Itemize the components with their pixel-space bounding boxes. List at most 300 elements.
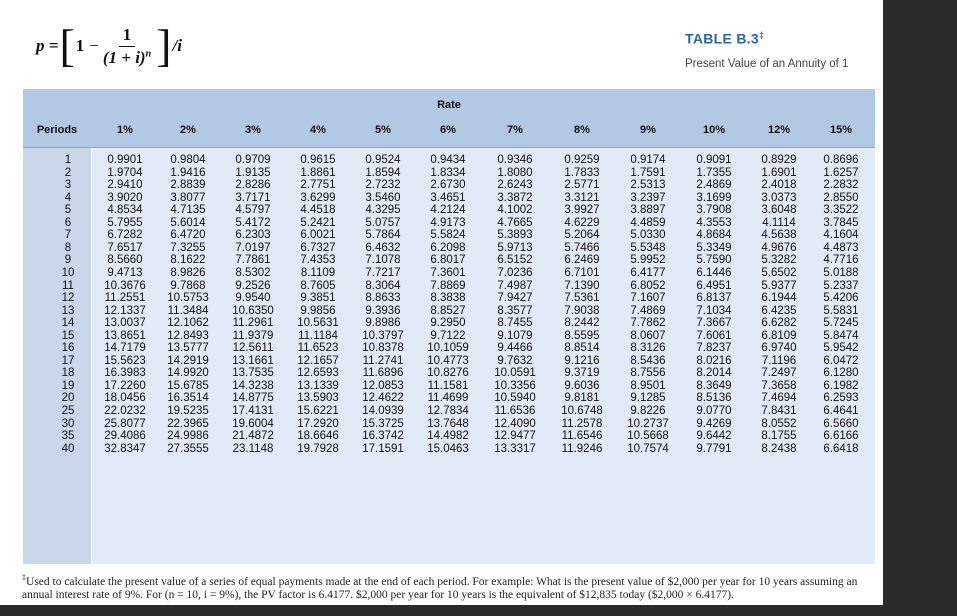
pv-factor-cell: 14.2919 <box>167 354 209 367</box>
pv-factor-cell: 7.1607 <box>630 292 666 305</box>
pv-factor-cell: 9.3719 <box>564 367 600 380</box>
rate-column-header: 2% <box>180 124 196 136</box>
pv-factor-cell: 9.4269 <box>696 417 732 430</box>
pv-factor-cell: 0.9091 <box>696 154 732 166</box>
formula-lhs: p = <box>36 36 59 55</box>
pv-factor-cell: 7.6061 <box>696 329 732 342</box>
footnote <box>22 571 878 602</box>
pv-factor-cell: 8.8633 <box>365 292 401 305</box>
pv-factor-cell: 10.5940 <box>494 392 536 405</box>
pv-factor-cell: 24.9986 <box>167 430 209 443</box>
pv-factor-cell: 3.7908 <box>696 204 732 217</box>
pv-factor-cell: 12.5611 <box>232 342 274 355</box>
pv-factor-cell: 6.4177 <box>630 266 666 279</box>
pv-factor-cell: 7.3255 <box>170 241 206 254</box>
pv-factor-cell: 4.7716 <box>823 254 859 267</box>
pv-factor-cell: 0.9901 <box>107 154 143 166</box>
pv-factor-cell: 7.9038 <box>564 304 600 317</box>
pv-factor-cell: 4.3553 <box>696 216 732 229</box>
pv-factor-cell: 2.6243 <box>497 179 533 192</box>
period-cell: 1 <box>64 154 72 166</box>
period-cell: 16 <box>61 342 75 355</box>
pv-factor-cell: 5.9952 <box>630 254 666 267</box>
pv-factor-cell: 8.0216 <box>696 354 732 367</box>
pv-factor-cell: 15.6221 <box>297 405 339 417</box>
pv-factor-cell: 16.3514 <box>167 392 209 405</box>
pv-factor-cell: 7.4694 <box>761 392 797 405</box>
period-cell: 40 <box>61 442 75 455</box>
pv-factor-cell: 2.5771 <box>564 179 600 192</box>
formula-fraction <box>103 25 151 68</box>
pv-factor-cell: 4.2124 <box>430 204 466 217</box>
pv-factor-cell: 13.1339 <box>297 379 339 392</box>
pv-factor-cell: 2.9410 <box>107 179 143 192</box>
pv-factor-cell: 5.0757 <box>365 216 401 229</box>
pv-factor-cell: 2.4869 <box>696 179 732 192</box>
table-header-row <box>23 115 875 148</box>
pv-factor-cell: 12.6593 <box>297 367 339 380</box>
pv-factor-cell: 5.6014 <box>170 216 206 229</box>
pv-factor-cell: 0.9174 <box>630 154 666 166</box>
pv-factor-cell: 1.7355 <box>696 166 732 179</box>
pv-factor-cell: 1.8080 <box>497 166 533 179</box>
pv-factor-cell: 0.9434 <box>430 154 466 166</box>
pv-factor-cell: 7.5361 <box>564 292 600 305</box>
pv-factor-cell: 6.8109 <box>761 329 797 342</box>
pv-factor-cell: 15.3725 <box>362 417 404 430</box>
pv-factor-cell: 8.5436 <box>630 354 666 367</box>
pv-factor-cell: 12.1657 <box>297 354 339 367</box>
pv-factor-cell: 2.8550 <box>823 191 859 204</box>
period-cell: 2 <box>64 166 72 179</box>
pv-factor-cell: 9.4713 <box>107 266 143 279</box>
pv-factor-cell: 2.8286 <box>235 179 271 192</box>
pv-factor-cell: 7.2497 <box>761 367 797 380</box>
pv-factor-cell: 5.3893 <box>497 229 533 242</box>
pv-factor-cell: 5.8474 <box>823 329 859 342</box>
pv-factor-cell: 4.9173 <box>430 216 466 229</box>
period-cell: 15 <box>61 329 75 342</box>
pv-factor-cell: 4.8684 <box>696 229 732 242</box>
pv-factor-cell: 3.4651 <box>430 191 466 204</box>
pv-factor-cell: 0.9346 <box>497 154 533 166</box>
pv-factor-cell: 4.3295 <box>365 204 401 217</box>
pv-factor-cell: 10.6350 <box>232 304 274 317</box>
periods-header: Periods <box>36 124 78 136</box>
period-cell: 14 <box>61 317 75 330</box>
left-bracket-icon: [ <box>59 20 75 71</box>
pv-factor-cell: 9.7632 <box>497 354 533 367</box>
pv-factor-cell: 4.4518 <box>300 204 336 217</box>
formula-denominator-exponent: n <box>145 47 152 59</box>
pv-factor-cell: 6.2593 <box>823 392 859 405</box>
pv-factor-cell: 17.2260 <box>104 379 146 392</box>
pv-factor-cell: 8.5302 <box>235 266 271 279</box>
pv-factor-cell: 9.7122 <box>430 329 466 342</box>
pv-factor-cell: 19.7928 <box>297 442 339 455</box>
pv-factor-cell: 6.2098 <box>430 241 466 254</box>
pv-factor-cell: 8.7605 <box>300 279 336 292</box>
period-cell: 18 <box>61 367 75 380</box>
pv-factor-cell: 8.5595 <box>564 329 600 342</box>
formula-denominator <box>103 47 151 68</box>
pv-factor-cell: 1.7591 <box>630 166 666 179</box>
pv-factor-cell: 7.4987 <box>497 279 533 292</box>
pv-factor-cell: 19.6004 <box>232 417 274 430</box>
pv-factor-cell: 14.7179 <box>104 342 146 355</box>
pv-factor-cell: 6.1944 <box>761 292 797 305</box>
pv-factor-cell: 5.4206 <box>823 292 859 305</box>
table-id-text: TABLE B.3 <box>685 30 759 47</box>
pv-factor-cell: 2.6730 <box>430 179 466 192</box>
pv-factor-cell: 13.7648 <box>427 417 469 430</box>
pv-factor-cell: 0.8929 <box>761 154 797 166</box>
pv-factor-cell: 17.4131 <box>232 405 274 417</box>
pv-factor-cell: 10.5631 <box>297 317 339 330</box>
pv-factor-cell: 5.0188 <box>823 266 859 279</box>
pv-factor-cell: 8.0552 <box>761 417 797 430</box>
pv-factor-cell: 14.8775 <box>232 392 274 405</box>
pv-factor-cell: 3.3872 <box>497 191 533 204</box>
rate-column-header: 4% <box>310 124 326 136</box>
rate-column-header: 1% <box>117 124 133 136</box>
pv-factor-cell: 11.3484 <box>167 304 209 317</box>
pv-factor-cell: 12.4622 <box>362 392 404 405</box>
pv-factor-cell: 1.8334 <box>430 166 466 179</box>
pv-factor-cell: 9.9540 <box>235 292 271 305</box>
period-cell: 30 <box>61 417 75 430</box>
rate-column-header: 10% <box>702 124 726 136</box>
period-cell: 9 <box>64 254 72 267</box>
pv-factor-cell: 5.9713 <box>497 241 533 254</box>
pv-factor-cell: 9.3936 <box>365 304 401 317</box>
pv-factor-cell: 10.4773 <box>427 354 469 367</box>
pv-factor-cell: 6.7101 <box>564 266 600 279</box>
rate-column-header: 12% <box>767 124 791 136</box>
pv-factor-cell: 5.3282 <box>761 254 797 267</box>
formula-numerator: 1 <box>119 25 136 47</box>
pv-factor-cell: 11.6546 <box>561 430 603 443</box>
period-cell: 35 <box>61 430 75 443</box>
pv-factor-cell: 5.5831 <box>823 304 859 317</box>
pv-factor-cell: 8.0607 <box>630 329 666 342</box>
pv-factor-cell: 10.3356 <box>494 379 536 392</box>
pv-factor-cell: 6.1446 <box>696 266 732 279</box>
pv-factor-cell: 13.0037 <box>104 317 146 330</box>
pv-factor-cell: 6.1280 <box>823 367 859 380</box>
pv-factor-cell: 27.3555 <box>167 442 209 455</box>
pv-factor-cell: 10.5753 <box>167 292 209 305</box>
pv-factor-cell: 3.3121 <box>564 191 600 204</box>
pv-factor-cell: 12.1062 <box>167 317 209 330</box>
pv-factor-cell: 4.5797 <box>235 204 271 217</box>
pv-factor-cell: 13.5903 <box>297 392 339 405</box>
table-id-mark: ‡ <box>759 30 765 40</box>
pv-factor-cell: 18.0456 <box>104 392 146 405</box>
pv-factor-cell: 3.3522 <box>823 204 859 217</box>
pv-factor-cell: 3.0373 <box>761 191 797 204</box>
pv-factor-cell: 4.1002 <box>497 204 533 217</box>
pv-factor-cell: 3.6048 <box>761 204 797 217</box>
pv-factor-cell: 3.5460 <box>365 191 401 204</box>
footnote-mark: ‡ <box>22 573 26 582</box>
period-cell: 13 <box>61 304 75 317</box>
pv-factor-cell: 2.7232 <box>365 179 401 192</box>
pv-factor-cell: 9.2526 <box>235 279 271 292</box>
pv-factor-cell: 6.8052 <box>630 279 666 292</box>
pv-factor-cell: 5.9377 <box>761 279 797 292</box>
rate-header: Rate <box>23 89 875 115</box>
pv-factor-cell: 11.1184 <box>298 329 338 342</box>
pv-factor-cell: 11.6536 <box>494 405 536 417</box>
pv-factor-cell: 10.2737 <box>627 417 669 430</box>
pv-factor-cell: 18.6646 <box>297 430 339 443</box>
pv-factor-cell: 7.7861 <box>235 254 271 267</box>
pv-factor-cell: 8.1755 <box>761 430 797 443</box>
pv-factor-cell: 8.1622 <box>170 254 206 267</box>
pv-factor-cell: 9.3851 <box>300 292 336 305</box>
pv-factor-cell: 11.9379 <box>232 329 274 342</box>
pv-factor-cell: 3.7845 <box>823 216 859 229</box>
pv-factor-cell: 2.7751 <box>300 179 336 192</box>
pv-factor-cell: 6.4951 <box>696 279 732 292</box>
pv-factor-cell: 7.7862 <box>630 317 666 330</box>
pv-factor-cell: 7.1390 <box>564 279 600 292</box>
pv-factor-cell: 7.8869 <box>430 279 466 292</box>
pv-factor-cell: 8.5660 <box>107 254 143 267</box>
pv-factor-cell: 0.9804 <box>170 154 206 166</box>
pv-factor-cell: 12.8493 <box>167 329 209 342</box>
pv-factor-cell: 7.7217 <box>365 266 401 279</box>
pv-factor-cell: 7.4869 <box>630 304 666 317</box>
pv-factor-cell: 6.4632 <box>365 241 401 254</box>
pv-factor-cell: 7.9427 <box>497 292 533 305</box>
pv-factor-cell: 3.8897 <box>630 204 666 217</box>
pv-factor-cell: 5.2337 <box>823 279 859 292</box>
period-cell: 11 <box>62 279 74 292</box>
pv-factor-cell: 3.7171 <box>235 191 271 204</box>
pv-factor-cell: 9.0770 <box>696 405 732 417</box>
pv-factor-cell: 5.9542 <box>823 342 859 355</box>
pv-factor-cell: 5.7864 <box>365 229 401 242</box>
pv-factor-cell: 10.3797 <box>362 329 404 342</box>
pv-factor-cell: 10.7574 <box>627 442 669 455</box>
pv-factor-cell: 11.2578 <box>561 417 603 430</box>
pv-factor-cell: 4.6229 <box>564 216 600 229</box>
period-cell: 17 <box>61 354 75 367</box>
pv-factor-cell: 7.0236 <box>497 266 533 279</box>
pv-factor-cell: 5.5824 <box>430 229 466 242</box>
pv-factor-cell: 14.0939 <box>362 405 404 417</box>
period-cell: 10 <box>61 266 75 279</box>
pv-factor-cell: 4.7665 <box>497 216 533 229</box>
pv-factor-cell: 6.5152 <box>497 254 533 267</box>
pv-factor-cell: 17.2920 <box>297 417 339 430</box>
pv-factor-cell: 10.6748 <box>561 405 603 417</box>
pv-factor-cell: 7.3667 <box>696 317 732 330</box>
pv-factor-cell: 5.0330 <box>630 229 666 242</box>
formula-minus: − <box>89 36 99 55</box>
pv-factor-cell: 11.6896 <box>362 367 404 380</box>
pv-factor-cell: 12.1337 <box>104 304 146 317</box>
pv-factor-cell: 13.7535 <box>232 367 274 380</box>
pv-factor-cell: 5.6502 <box>761 266 797 279</box>
period-cell: 19 <box>61 379 75 392</box>
pv-factor-cell: 3.9927 <box>564 204 600 217</box>
pv-factor-cell: 0.9709 <box>235 154 271 166</box>
pv-factor-cell: 4.9676 <box>761 241 797 254</box>
period-cell: 7 <box>64 229 72 242</box>
pv-factor-cell: 9.8986 <box>365 317 401 330</box>
pv-factor-cell: 2.8839 <box>170 179 206 192</box>
pv-factor-cell: 23.1148 <box>232 442 274 455</box>
pv-factor-cell: 8.3126 <box>630 342 666 355</box>
pv-factor-cell: 6.8137 <box>696 292 732 305</box>
pv-factor-cell: 10.8276 <box>427 367 469 380</box>
pv-factor-cell: 8.3838 <box>430 292 466 305</box>
period-cell: 5 <box>64 204 72 217</box>
pv-factor-cell: 6.1982 <box>823 379 859 392</box>
pv-factor-cell: 16.3742 <box>362 430 404 443</box>
pv-factor-cell: 9.1216 <box>564 354 600 367</box>
pv-factor-cell: 6.9740 <box>761 342 797 355</box>
pv-factor-cell: 13.3317 <box>494 442 536 455</box>
pv-factor-cell: 8.8514 <box>564 342 600 355</box>
pv-factor-cell: 4.1604 <box>823 229 859 242</box>
pv-factor-cell: 4.4859 <box>630 216 666 229</box>
pv-factor-cell: 10.3676 <box>104 279 146 292</box>
pv-factor-cell: 10.1059 <box>427 342 469 355</box>
pv-factor-cell: 9.6442 <box>696 430 732 443</box>
pv-factor-cell: 4.1114 <box>762 216 796 229</box>
pv-factor-cell: 8.3064 <box>365 279 401 292</box>
rate-column-header: 15% <box>829 124 853 136</box>
right-bracket-icon: ] <box>156 20 172 71</box>
pv-factor-cell: 9.2950 <box>430 317 466 330</box>
period-cell: 25 <box>61 405 75 417</box>
pv-factor-cell: 6.2303 <box>235 229 271 242</box>
pv-factor-cell: 22.0232 <box>104 405 146 417</box>
pv-factor-cell: 14.3238 <box>232 379 274 392</box>
pv-factor-cell: 3.2397 <box>630 191 666 204</box>
pv-factor-cell: 8.9826 <box>170 266 206 279</box>
pv-factor-cell: 8.3649 <box>696 379 732 392</box>
pv-factor-cell: 6.4235 <box>761 304 797 317</box>
pv-factor-cell: 0.9259 <box>564 154 600 166</box>
pv-factor-cell: 8.5136 <box>696 392 732 405</box>
pv-factor-cell: 6.7282 <box>107 229 143 242</box>
pv-factor-cell: 4.7135 <box>170 204 206 217</box>
pv-factor-cell: 6.2469 <box>564 254 600 267</box>
rate-column-header: 9% <box>640 124 656 136</box>
pv-factor-cell: 5.7955 <box>107 216 143 229</box>
pv-factor-cell: 7.3658 <box>761 379 797 392</box>
pv-factor-cell: 8.2442 <box>564 317 600 330</box>
pv-factor-cell: 25.8077 <box>104 417 146 430</box>
pv-factor-cell: 13.1661 <box>232 354 274 367</box>
pv-factor-cell: 9.7791 <box>696 442 732 455</box>
pv-factor-cell: 29.4086 <box>104 430 146 443</box>
pv-factor-cell: 3.8077 <box>170 191 206 204</box>
pv-factor-cell: 7.1196 <box>761 354 797 367</box>
pv-factor-cell: 1.9704 <box>107 166 143 179</box>
pv-factor-cell: 32.8347 <box>104 442 146 455</box>
formula-denominator-base: (1 + i) <box>102 47 146 67</box>
pv-factor-cell: 10.5668 <box>627 430 669 443</box>
pv-factor-cell: 6.7327 <box>300 241 336 254</box>
footnote-text: Used to calculate the present value of a series of equal payments made at the end of each period. For example: What is the present value of $2,000 per year for 10 years assuming an annual interest rate of 9%. For (n = 10, i = 9%), the PV factor is 6.4177. $2,000 per year for 10 years is the equivalent of $12,835 today ($2,000 × 6.4177). <box>22 575 858 601</box>
pv-factor-cell: 0.8696 <box>823 154 859 166</box>
pv-factor-cell: 9.1285 <box>630 392 666 405</box>
pv-factor-cell: 6.8017 <box>430 254 466 267</box>
pv-factor-cell: 9.6036 <box>564 379 600 392</box>
pv-factor-cell: 3.9020 <box>107 191 143 204</box>
pv-factor-cell: 5.7245 <box>823 317 859 330</box>
period-cell: 20 <box>61 392 75 405</box>
pv-factor-cell: 4.5638 <box>761 229 797 242</box>
period-cell: 3 <box>64 179 72 192</box>
pv-factor-cell: 16.3983 <box>104 367 146 380</box>
pv-factor-cell: 0.9524 <box>365 154 401 166</box>
pv-factor-cell: 7.4353 <box>300 254 336 267</box>
pv-factor-cell: 7.1034 <box>696 304 732 317</box>
pv-factor-cell: 5.3349 <box>696 241 732 254</box>
pv-factor-cell: 12.0853 <box>362 379 404 392</box>
pv-factor-cell: 5.7466 <box>564 241 600 254</box>
pv-factor-cell: 9.4466 <box>497 342 533 355</box>
pv-factor-cell: 6.0472 <box>823 354 859 367</box>
period-cell: 12 <box>61 292 75 305</box>
pv-factor-cell: 11.2741 <box>362 354 404 367</box>
pv-factor-cell: 3.6299 <box>300 191 336 204</box>
pv-factor-cell: 4.8534 <box>107 204 143 217</box>
table-title <box>685 30 764 47</box>
rate-column-header: 7% <box>507 124 523 136</box>
pv-factor-cell: 0.9615 <box>300 154 336 166</box>
pv-factor-cell: 8.3577 <box>497 304 533 317</box>
pv-factor-cell: 13.5777 <box>167 342 209 355</box>
pv-factor-cell: 2.5313 <box>630 179 666 192</box>
pv-factor-cell: 7.0197 <box>235 241 271 254</box>
pv-factor-cell: 13.8651 <box>104 329 146 342</box>
pv-factor-cell: 11.2551 <box>104 292 146 305</box>
rate-column-header: 8% <box>574 124 590 136</box>
pv-factor-cell: 19.5235 <box>167 405 209 417</box>
pv-factor-cell: 14.9920 <box>167 367 209 380</box>
pv-factor-cell: 22.3965 <box>167 417 209 430</box>
pv-factor-cell: 8.8527 <box>430 304 466 317</box>
pv-factor-cell: 6.6418 <box>823 442 859 455</box>
pv-factor-cell: 5.5348 <box>630 241 666 254</box>
pv-factor-cell: 8.2014 <box>696 367 732 380</box>
pv-factor-cell: 6.4720 <box>170 229 206 242</box>
pv-factor-cell: 1.9135 <box>235 166 271 179</box>
pv-factor-cell: 1.7833 <box>564 166 600 179</box>
pv-factor-cell: 6.6166 <box>823 430 859 443</box>
pv-factor-cell: 6.6282 <box>761 317 797 330</box>
pv-factor-cell: 12.9477 <box>494 430 536 443</box>
formula-one: 1 <box>75 36 85 55</box>
pv-factor-cell: 7.8237 <box>696 342 732 355</box>
pv-factor-cell: 5.2421 <box>300 216 336 229</box>
formula-divisor: /i <box>172 36 182 55</box>
pv-factor-cell: 7.6517 <box>107 241 143 254</box>
pv-factor-cell: 7.1078 <box>365 254 401 267</box>
table-subtitle: Present Value of an Annuity of 1 <box>685 58 849 70</box>
pv-factor-cell: 12.4090 <box>494 417 536 430</box>
pv-factor-cell: 7.8431 <box>761 405 797 417</box>
pv-factor-cell: 11.6523 <box>297 342 339 355</box>
